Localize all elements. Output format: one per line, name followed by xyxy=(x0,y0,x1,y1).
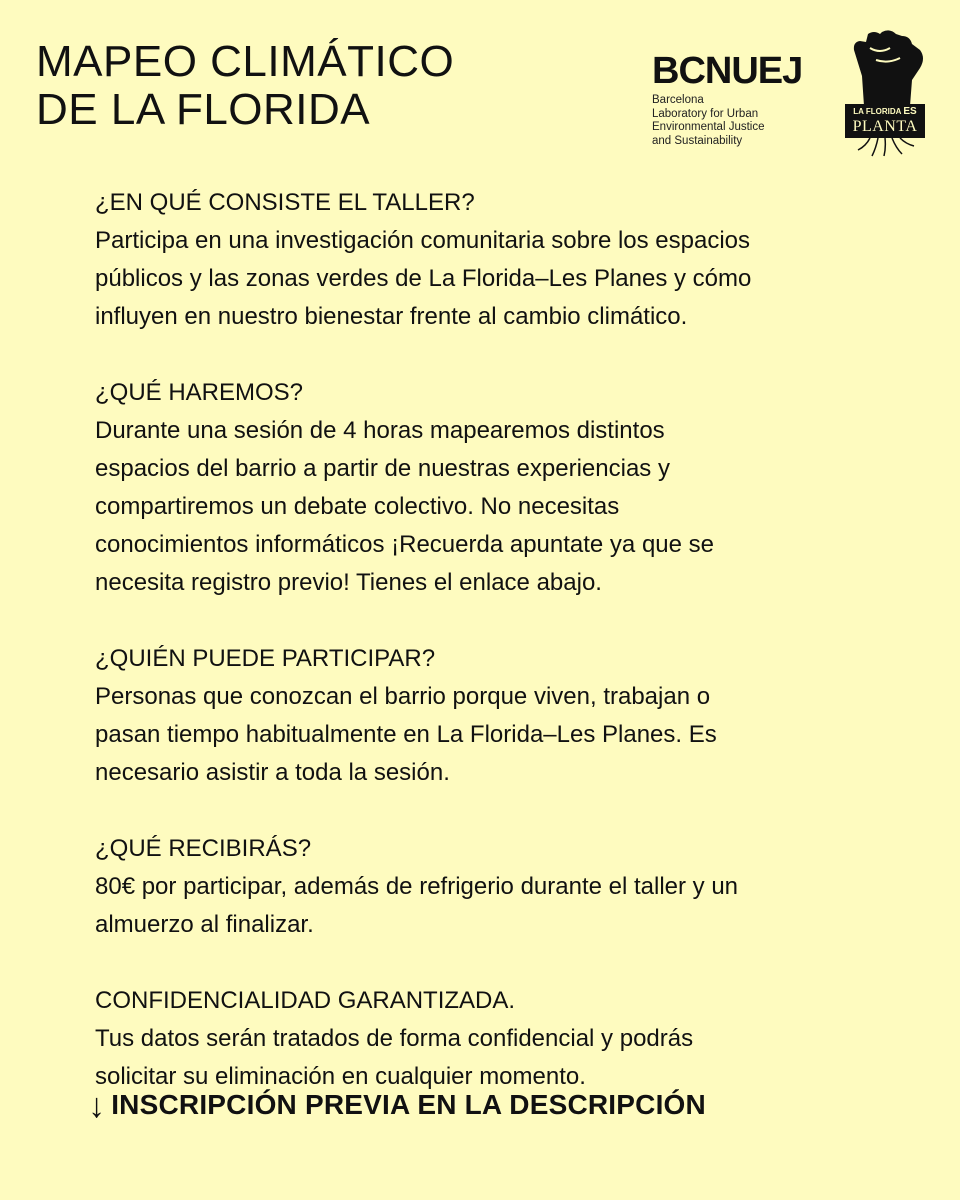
section-line: almuerzo al finalizar. xyxy=(95,911,314,938)
section-quien xyxy=(95,640,925,792)
section-line: necesario asistir a toda la sesión. xyxy=(95,759,450,786)
section-line: compartiremos un debate colectivo. No necesitas xyxy=(95,493,620,520)
arrow-down-icon: ↓ xyxy=(88,1087,106,1125)
section-heading: ¿QUÉ HAREMOS? xyxy=(95,379,304,406)
bcnuej-subtitle-line: Barcelona xyxy=(652,94,704,106)
cta-label: INSCRIPCIÓN PREVIA EN LA DESCRIPCIÓN xyxy=(111,1088,706,1120)
section-line: públicos y las zonas verdes de La Florida–Les Planes y cómo xyxy=(95,265,752,292)
badge-big-text: PLANTA xyxy=(852,118,918,135)
section-line: Personas que conozcan el barrio porque viven, trabajan o xyxy=(95,683,711,710)
bcnuej-logo xyxy=(652,52,832,148)
la-florida-es-planta-logo xyxy=(840,28,930,158)
info-content xyxy=(95,184,925,1134)
section-recibiras xyxy=(95,830,925,944)
registration-cta xyxy=(88,1085,706,1124)
la-florida-badge xyxy=(845,104,925,138)
section-taller xyxy=(95,184,925,336)
bcnuej-subtitle-line: Laboratory for Urban xyxy=(652,107,759,120)
section-line: solicitar su eliminación en cualquier momento. xyxy=(95,1063,586,1090)
section-line: influyen en nuestro bienestar frente al cambio climático. xyxy=(95,303,688,330)
section-line: Durante una sesión de 4 horas mapearemos distintos xyxy=(95,417,665,444)
title-line-1: MAPEO CLIMÁTICO xyxy=(36,37,455,86)
bcnuej-subtitle-line: and Sustainability xyxy=(652,134,743,147)
section-heading: ¿EN QUÉ CONSISTE EL TALLER? xyxy=(95,189,475,216)
section-line: pasan tiempo habitualmente en La Florida–Les Planes. Es xyxy=(95,721,717,748)
badge-es-text: ES xyxy=(903,106,917,117)
bcnuej-subtitle xyxy=(652,94,832,148)
section-line: espacios del barrio a partir de nuestras experiencias y xyxy=(95,455,670,482)
section-heading: ¿QUÉ RECIBIRÁS? xyxy=(95,835,312,862)
title-line-2: DE LA FLORIDA xyxy=(36,85,371,134)
bcnuej-subtitle-line: Environmental Justice xyxy=(652,121,765,133)
section-line: Participa en una investigación comunitaria sobre los espacios xyxy=(95,227,751,254)
section-heading: ¿QUIÉN PUEDE PARTICIPAR? xyxy=(95,645,436,672)
section-heading: CONFIDENCIALIDAD GARANTIZADA. xyxy=(95,987,516,1014)
section-line: necesita registro previo! Tienes el enlace abajo. xyxy=(95,569,602,596)
badge-small-text: LA FLORIDA xyxy=(853,107,902,116)
section-confidencialidad xyxy=(95,982,925,1096)
section-line: Tus datos serán tratados de forma confidencial y podrás xyxy=(95,1025,694,1052)
page-title xyxy=(36,38,454,134)
section-line: conocimientos informáticos ¡Recuerda apuntate ya que se xyxy=(95,531,715,558)
raised-fist-icon xyxy=(840,28,930,158)
section-haremos xyxy=(95,374,925,602)
bcnuej-wordmark: BCNUEJ xyxy=(652,50,803,92)
section-line: 80€ por participar, además de refrigerio durante el taller y un xyxy=(95,873,739,900)
